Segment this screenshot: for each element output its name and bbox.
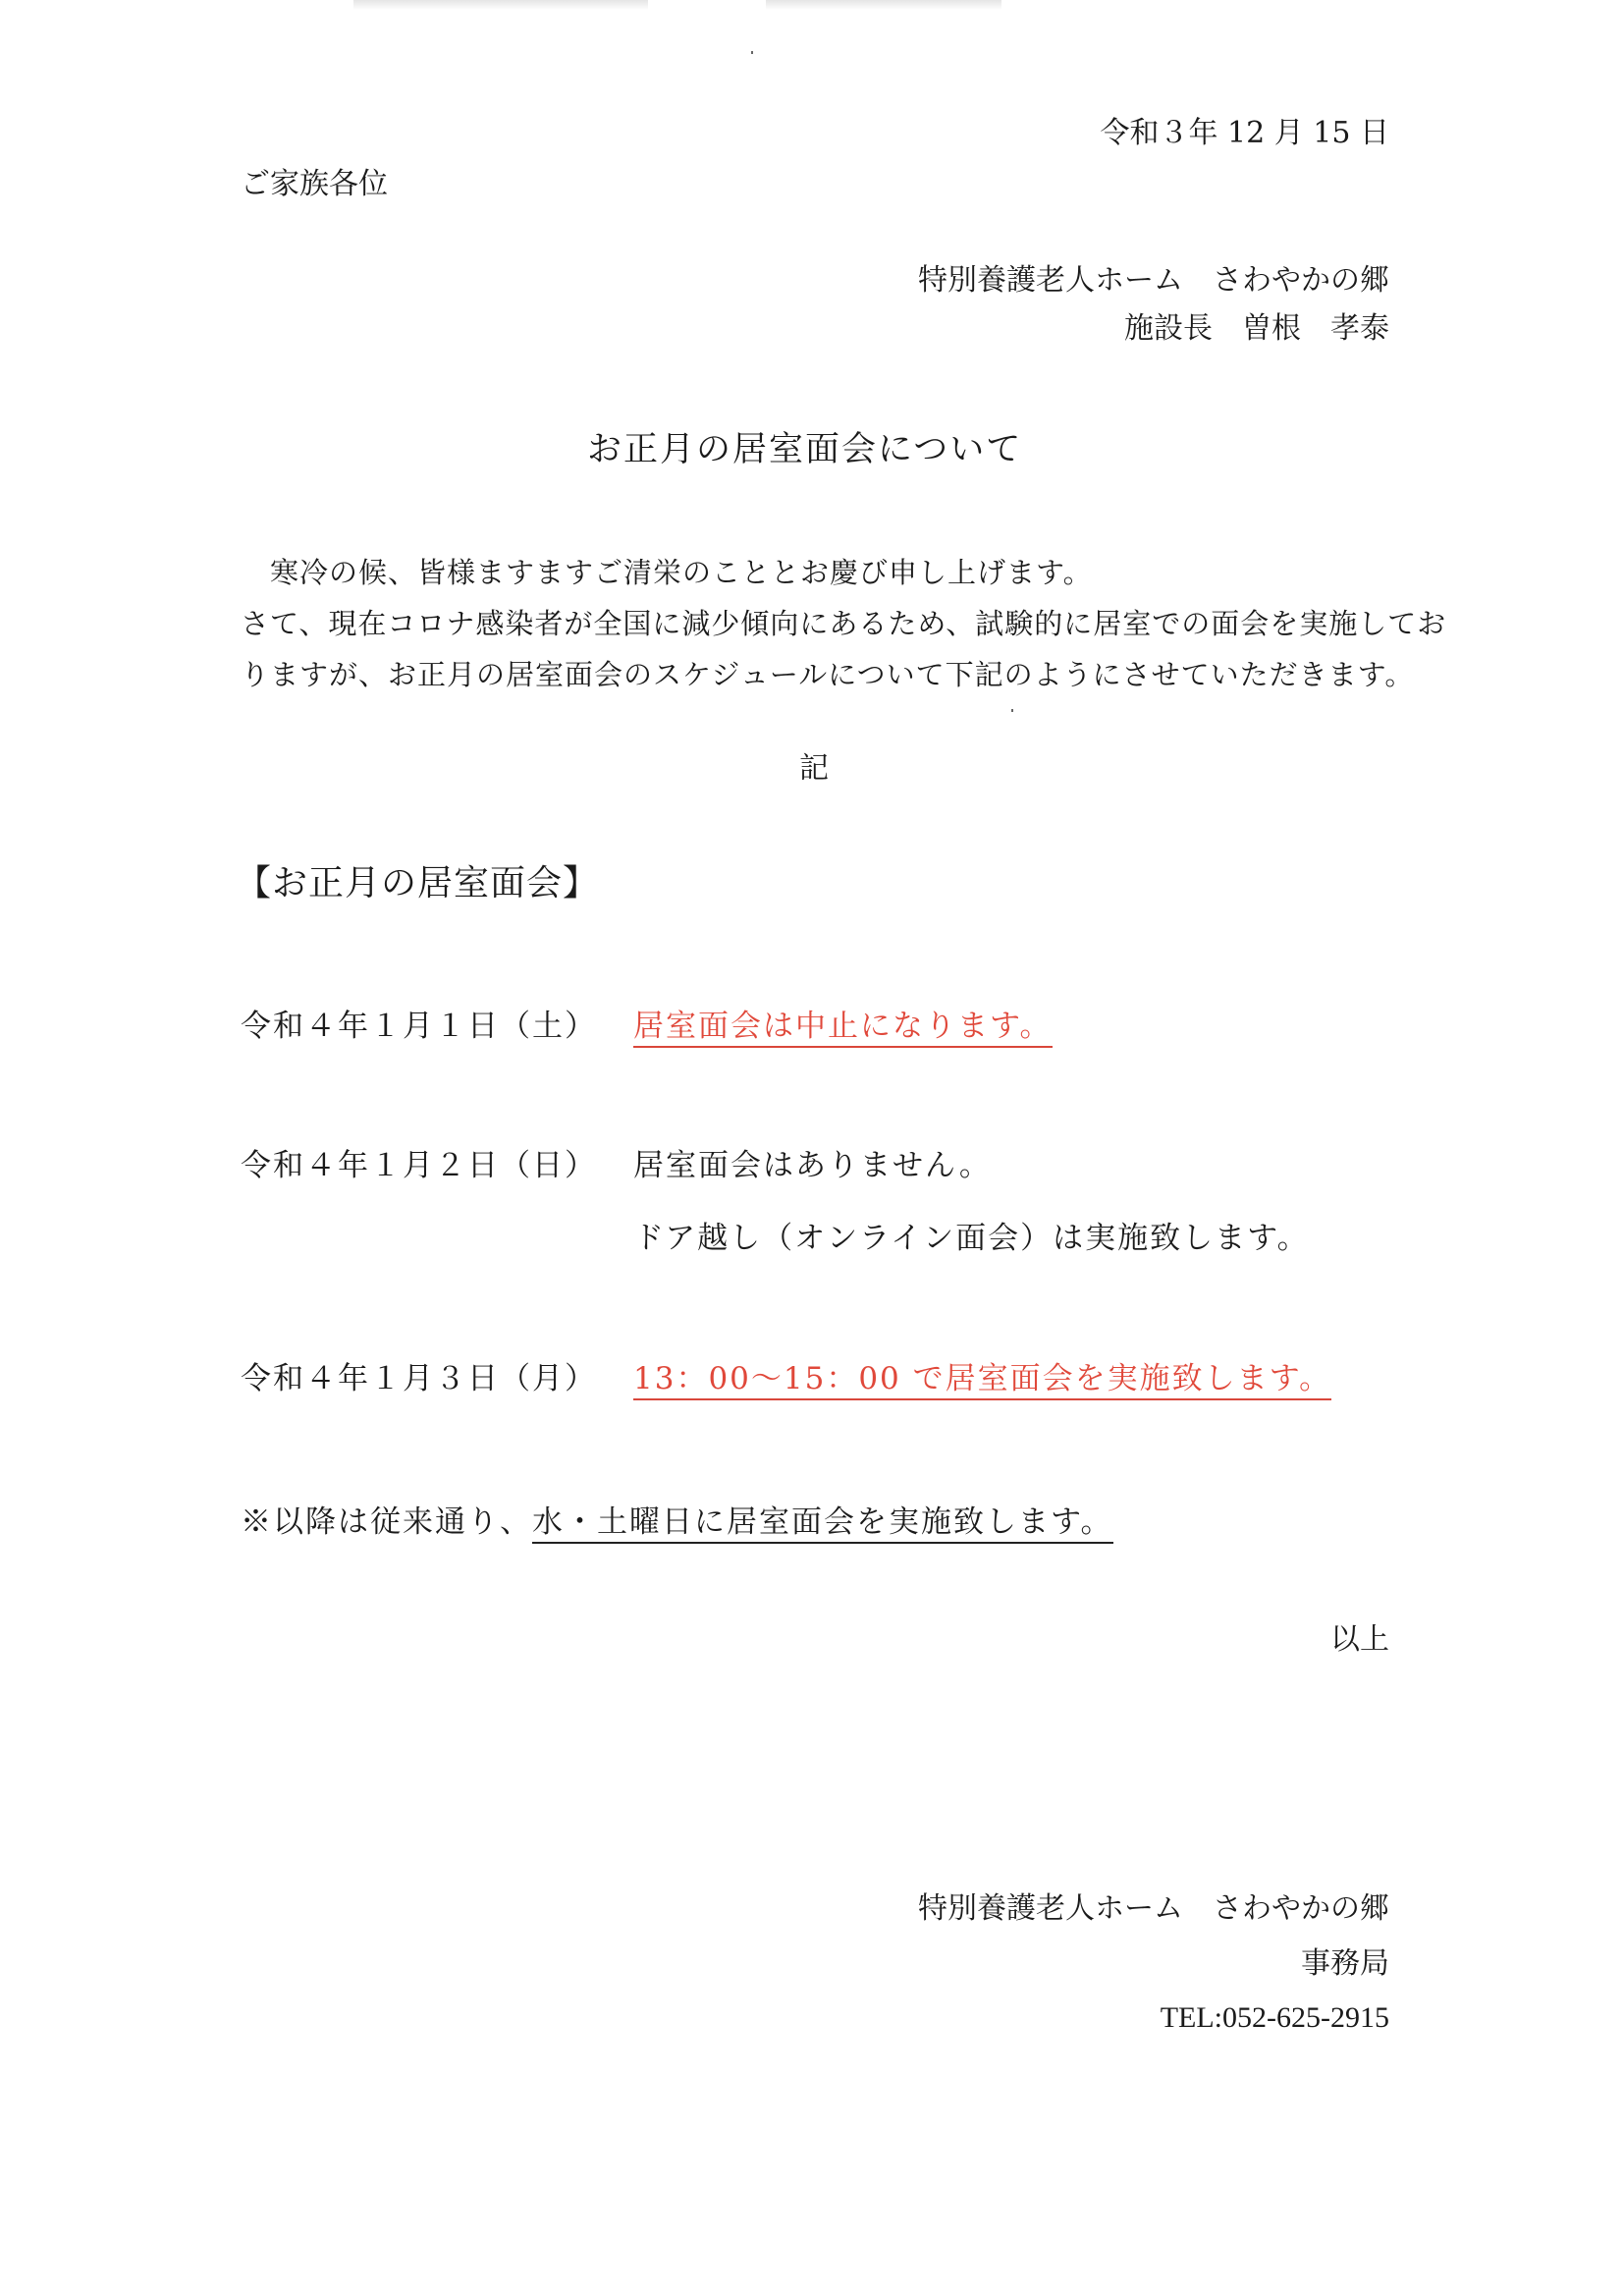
sender-facility: 特別養護老人ホーム さわやかの郷 [918, 263, 1389, 298]
schedule-note-jan3 [633, 1359, 1331, 1398]
sender-director: 施設長 曽根 孝泰 [1124, 311, 1389, 346]
scan-speck [751, 51, 753, 54]
scan-artifact [766, 0, 1001, 10]
schedule-note-jan1 [633, 1007, 1053, 1046]
document-date: 令和３年 12 月 15 日 [1100, 116, 1389, 150]
body-line-2: さて、現在コロナ感染者が全国に減少傾向にあるため、試験的に居室での面会を実施してお [241, 607, 1447, 640]
schedule-note-jan1-text: 居室面会は中止になります。 [633, 1009, 1053, 1048]
section-title: 【お正月の居室面会】 [236, 863, 600, 903]
footer-office: 事務局 [1301, 1946, 1389, 1981]
schedule-note-jan2: 居室面会はありません。 [633, 1148, 992, 1183]
scan-speck [1011, 709, 1013, 712]
body-line-1: 寒冷の候、皆様ますますご清栄のこととお慶び申し上げます。 [270, 556, 1093, 589]
closing: 以上 [1330, 1622, 1389, 1657]
schedule-date-jan2: 令和４年１月２日（日） [241, 1148, 597, 1183]
schedule-note-jan3-text: 13：00～15：00 で居室面会を実施致します。 [633, 1361, 1331, 1400]
footnote-prefix: ※以降は従来通り、 [241, 1504, 532, 1540]
footer-tel: TEL:052-625-2915 [1160, 2001, 1389, 2034]
ki-heading: 記 [799, 751, 829, 786]
body-line-3: りますが、お正月の居室面会のスケジュールについて下記のようにさせていただきます。 [241, 658, 1415, 691]
schedule-note-jan2-online: ドア越し（オンライン面会）は実施致します。 [633, 1221, 1310, 1256]
schedule-date-jan1: 令和４年１月１日（土） [241, 1009, 597, 1044]
footer-facility: 特別養護老人ホーム さわやかの郷 [918, 1891, 1389, 1926]
scan-artifact [353, 0, 648, 10]
schedule-date-jan3: 令和４年１月３日（月） [241, 1361, 597, 1396]
document-title: お正月の居室面会について [587, 430, 1023, 469]
footnote [241, 1503, 1113, 1542]
recipient: ご家族各位 [241, 167, 388, 201]
footnote-underlined: 水・土曜日に居室面会を実施致します。 [532, 1504, 1113, 1544]
